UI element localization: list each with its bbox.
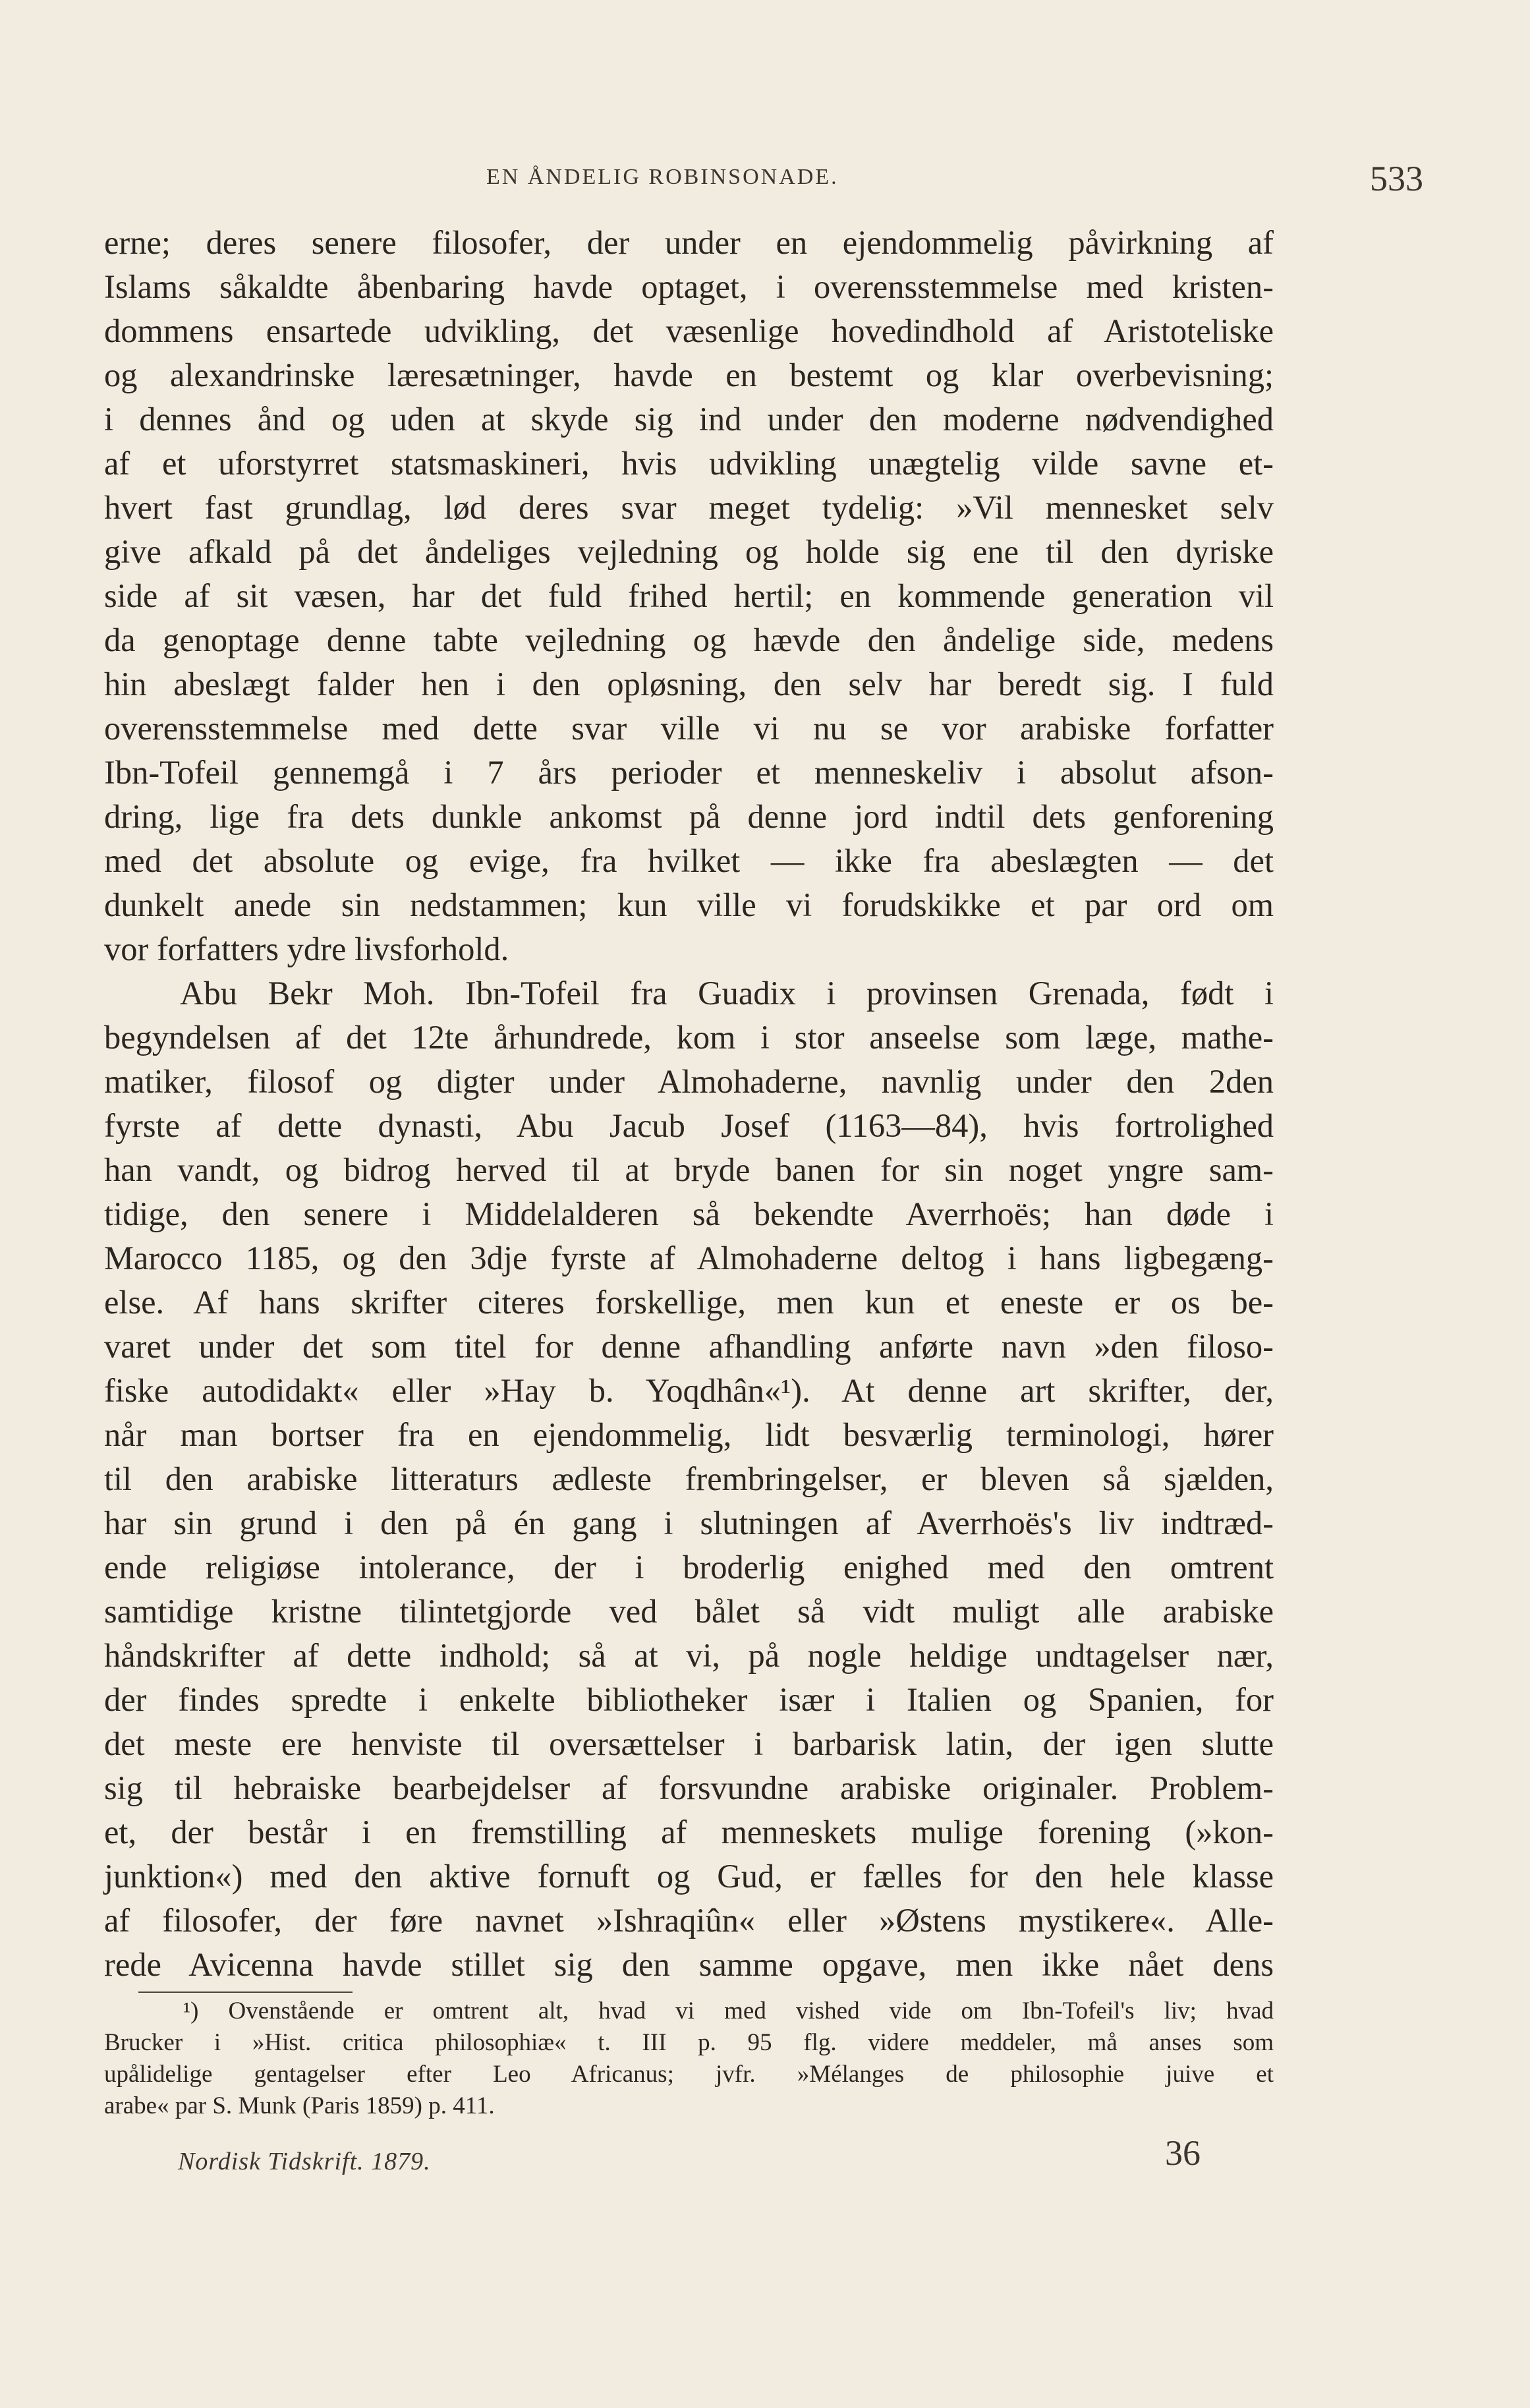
text-line: han vandt, og bidrog herved til at bryde banen for sin noget yngre sam- <box>104 1151 1274 1188</box>
text-line: hin abeslægt falder hen i den opløsning, den selv har beredt sig. I fuld <box>104 666 1274 702</box>
text-line: side af sit væsen, har det fuld frihed hertil; en kommende generation vil <box>104 577 1274 614</box>
text-line: Abu Bekr Moh. Ibn-Tofeil fra Guadix i provinsen Grenada, født i <box>180 975 1274 1012</box>
text-line: rede Avicenna havde stillet sig den samme opgave, men ikke nået dens <box>104 1946 1274 1983</box>
text-line: håndskrifter af dette indhold; så at vi, på nogle heldige undtagelser nær, <box>104 1637 1274 1674</box>
text-line: samtidige kristne tilintetgjorde ved bålet så vidt muligt alle arabiske <box>104 1593 1274 1630</box>
text-line: af filosofer, der føre navnet »Ishraqiûn« eller »Østens mystikere«. Alle- <box>104 1902 1274 1939</box>
page-number: 533 <box>1370 159 1423 198</box>
footnote-line: arabe« par S. Munk (Paris 1859) p. 411. <box>104 2092 495 2119</box>
text-line: varet under det som titel for denne afhandling anførte navn »den filoso- <box>104 1328 1274 1365</box>
text-line: ende religiøse intolerance, der i broderlig enighed med den omtrent <box>104 1549 1274 1586</box>
text-line: til den arabiske litteraturs ædleste frembringelser, er bleven så sjælden, <box>104 1460 1274 1497</box>
text-line: else. Af hans skrifter citeres forskellige, men kun et eneste er os be- <box>104 1284 1274 1321</box>
sheet-number: 36 <box>1165 2133 1201 2173</box>
text-line: Marocco 1185, og den 3dje fyrste af Almohaderne deltog i hans ligbegæng- <box>104 1240 1274 1276</box>
text-line: matiker, filosof og digter under Almohaderne, navnlig under den 2den <box>104 1063 1274 1100</box>
text-line: da genoptage denne tabte vejledning og hævde den åndelige side, medens <box>104 621 1274 658</box>
text-line: junktion«) med den aktive fornuft og Gud, er fælles for den hele klasse <box>104 1858 1274 1895</box>
text-line: sig til hebraiske bearbejdelser af forsvundne arabiske originaler. Problem- <box>104 1769 1274 1806</box>
footnote-divider <box>138 1992 353 1993</box>
text-line: når man bortser fra en ejendommelig, lidt besværlig terminologi, hører <box>104 1416 1274 1453</box>
text-line: i dennes ånd og uden at skyde sig ind under den moderne nødvendighed <box>104 401 1274 438</box>
footnote-line: upålidelige gentagelser efter Leo Africanus; jvfr. »Mélanges de philosophie juive et <box>104 2061 1274 2088</box>
text-line: vor forfatters ydre livsforhold. <box>104 931 509 967</box>
text-line: dunkelt anede sin nedstammen; kun ville vi forudskikke et par ord om <box>104 886 1274 923</box>
page-header <box>104 158 1423 211</box>
text-line: tidige, den senere i Middelalderen så bekendte Averrhoës; han døde i <box>104 1195 1274 1232</box>
text-line: af et uforstyrret statsmaskineri, hvis udvikling unægtelig vilde savne et- <box>104 445 1274 482</box>
text-line: hvert fast grundlag, lød deres svar meget tydelig: »Vil mennesket selv <box>104 489 1274 526</box>
journal-signature: Nordisk Tidskrift. 1879. <box>178 2148 431 2175</box>
text-line: overensstemmelse med dette svar ville vi nu se vor arabiske forfatter <box>104 710 1274 747</box>
text-line: med det absolute og evige, fra hvilket — ikke fra abeslægten — det <box>104 842 1274 879</box>
running-title: EN ÅNDELIG ROBINSONADE. <box>486 165 839 189</box>
footnote <box>104 1995 1274 2122</box>
text-line: give afkald på det åndeliges vejledning og holde sig ene til den dyriske <box>104 533 1274 570</box>
text-line: dring, lige fra dets dunkle ankomst på denne jord indtil dets genforening <box>104 798 1274 835</box>
text-line: erne; deres senere filosofer, der under en ejendommelig påvirkning af <box>104 224 1274 261</box>
text-line: Islams såkaldte åbenbaring havde optaget, i overensstemmelse med kristen- <box>104 268 1274 305</box>
text-line: dommens ensartede udvikling, det væsenlige hovedindhold af Aristoteliske <box>104 312 1274 349</box>
text-line: der findes spredte i enkelte bibliotheker især i Italien og Spanien, for <box>104 1681 1274 1718</box>
text-line: et, der består i en fremstilling af menneskets mulige forening (»kon- <box>104 1814 1274 1850</box>
text-line: og alexandrinske læresætninger, havde en bestemt og klar overbevisning; <box>104 357 1274 393</box>
text-line: fiske autodidakt« eller »Hay b. Yoqdhân«¹). At denne art skrifter, der, <box>104 1372 1274 1409</box>
text-line: har sin grund i den på én gang i slutningen af Averrhoës's liv indtræd- <box>104 1505 1274 1541</box>
body-text <box>104 221 1274 1987</box>
footnote-line: ¹) Ovenstående er omtrent alt, hvad vi med vished vide om Ibn-Tofeil's liv; hvad <box>183 1997 1274 2024</box>
text-line: Ibn-Tofeil gennemgå i 7 års perioder et menneskeliv i absolut afson- <box>104 754 1274 791</box>
text-line: det meste ere henviste til oversættelser i barbarisk latin, der igen slutte <box>104 1725 1274 1762</box>
footnote-line: Brucker i »Hist. critica philosophiæ« t. III p. 95 flg. videre meddeler, må anses som <box>104 2029 1274 2056</box>
text-line: fyrste af dette dynasti, Abu Jacub Josef (1163—84), hvis fortrolighed <box>104 1107 1274 1144</box>
text-line: begyndelsen af det 12te århundrede, kom i stor anseelse som læge, mathe- <box>104 1019 1274 1056</box>
